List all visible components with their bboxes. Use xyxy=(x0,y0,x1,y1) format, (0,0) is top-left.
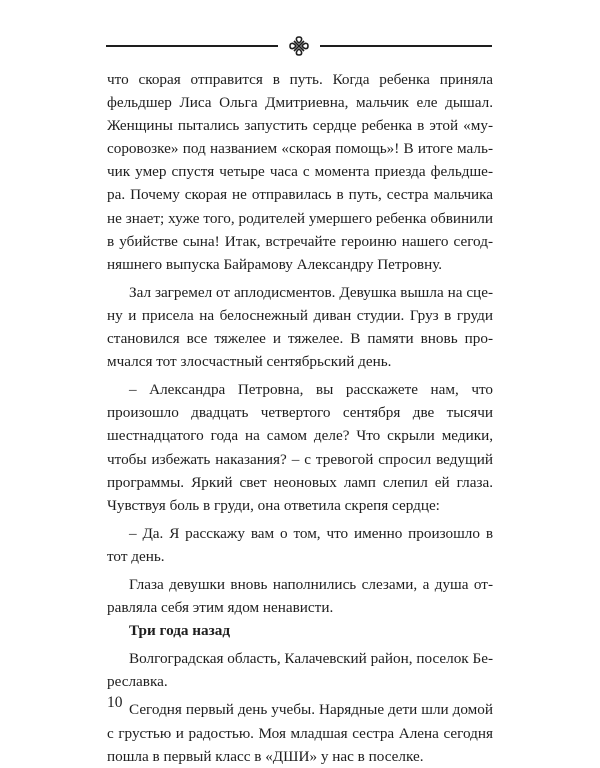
paragraph: – Да. Я расскажу вам о том, что именно произошло в тот день. xyxy=(107,524,493,565)
paragraph: Глаза девушки вновь наполнились слезами, а душа отравляла себя этим ядом ненависти. xyxy=(107,575,493,617)
right-rule xyxy=(320,45,492,47)
paragraph: Волгоградская область, Калачевский район, поселок Береславка. xyxy=(107,650,493,691)
section-heading: Три года назад xyxy=(129,622,231,640)
header-ornament xyxy=(106,34,492,54)
celtic-knot-ornament-icon xyxy=(287,34,311,58)
paragraph: – Александра Петровна, вы расскажете нам, что произошло двадцать четвертого сентября две тысячи шестнадцатого года на самом деле? Что скрыли медики, чтобы избежать наказания? – с тревогой спросил ведущий программы. Яркий свет неоновых ламп слепил ей глаза. Чувствуя боль в груди, она ответила скрепя сердце: xyxy=(107,381,493,514)
left-rule xyxy=(106,45,278,47)
page-number: 10 xyxy=(107,694,123,711)
paragraph: что скорая отправится в путь. Когда ребенка приняла фельдшер Лиса Ольга Дмитриевна, мальчик еле дышал. Женщины пытались запустить сердце ребенка в этой «мусоровозке» под названием «скорая помощь»! В итоге мальчик умер спустя четыре часа с момента приезда фельдшера. Почему скорая не отправилась в путь, сестра мальчика не знает; хуже того, родителей умершего ребенка обвинили в убийстве сына! Итак, встречайте героиню нашего сегодняшнего выпуска Байрамову Александру Петровну. xyxy=(107,71,493,273)
page-body xyxy=(107,68,493,768)
paragraph: Зал загремел от аплодисментов. Девушка вышла на сцену и присела на белоснежный диван студии. Груз в груди становился все тяжелее и тяжелее. В памяти вновь промчался тот злосчастный сентябрьский день. xyxy=(107,283,493,371)
paragraph: Сегодня первый день учебы. Нарядные дети шли домой с грустью и радостью. Моя младшая сестра Алена сегодня пошла в первый класс в «ДШИ» у нас в поселке. xyxy=(107,701,493,765)
